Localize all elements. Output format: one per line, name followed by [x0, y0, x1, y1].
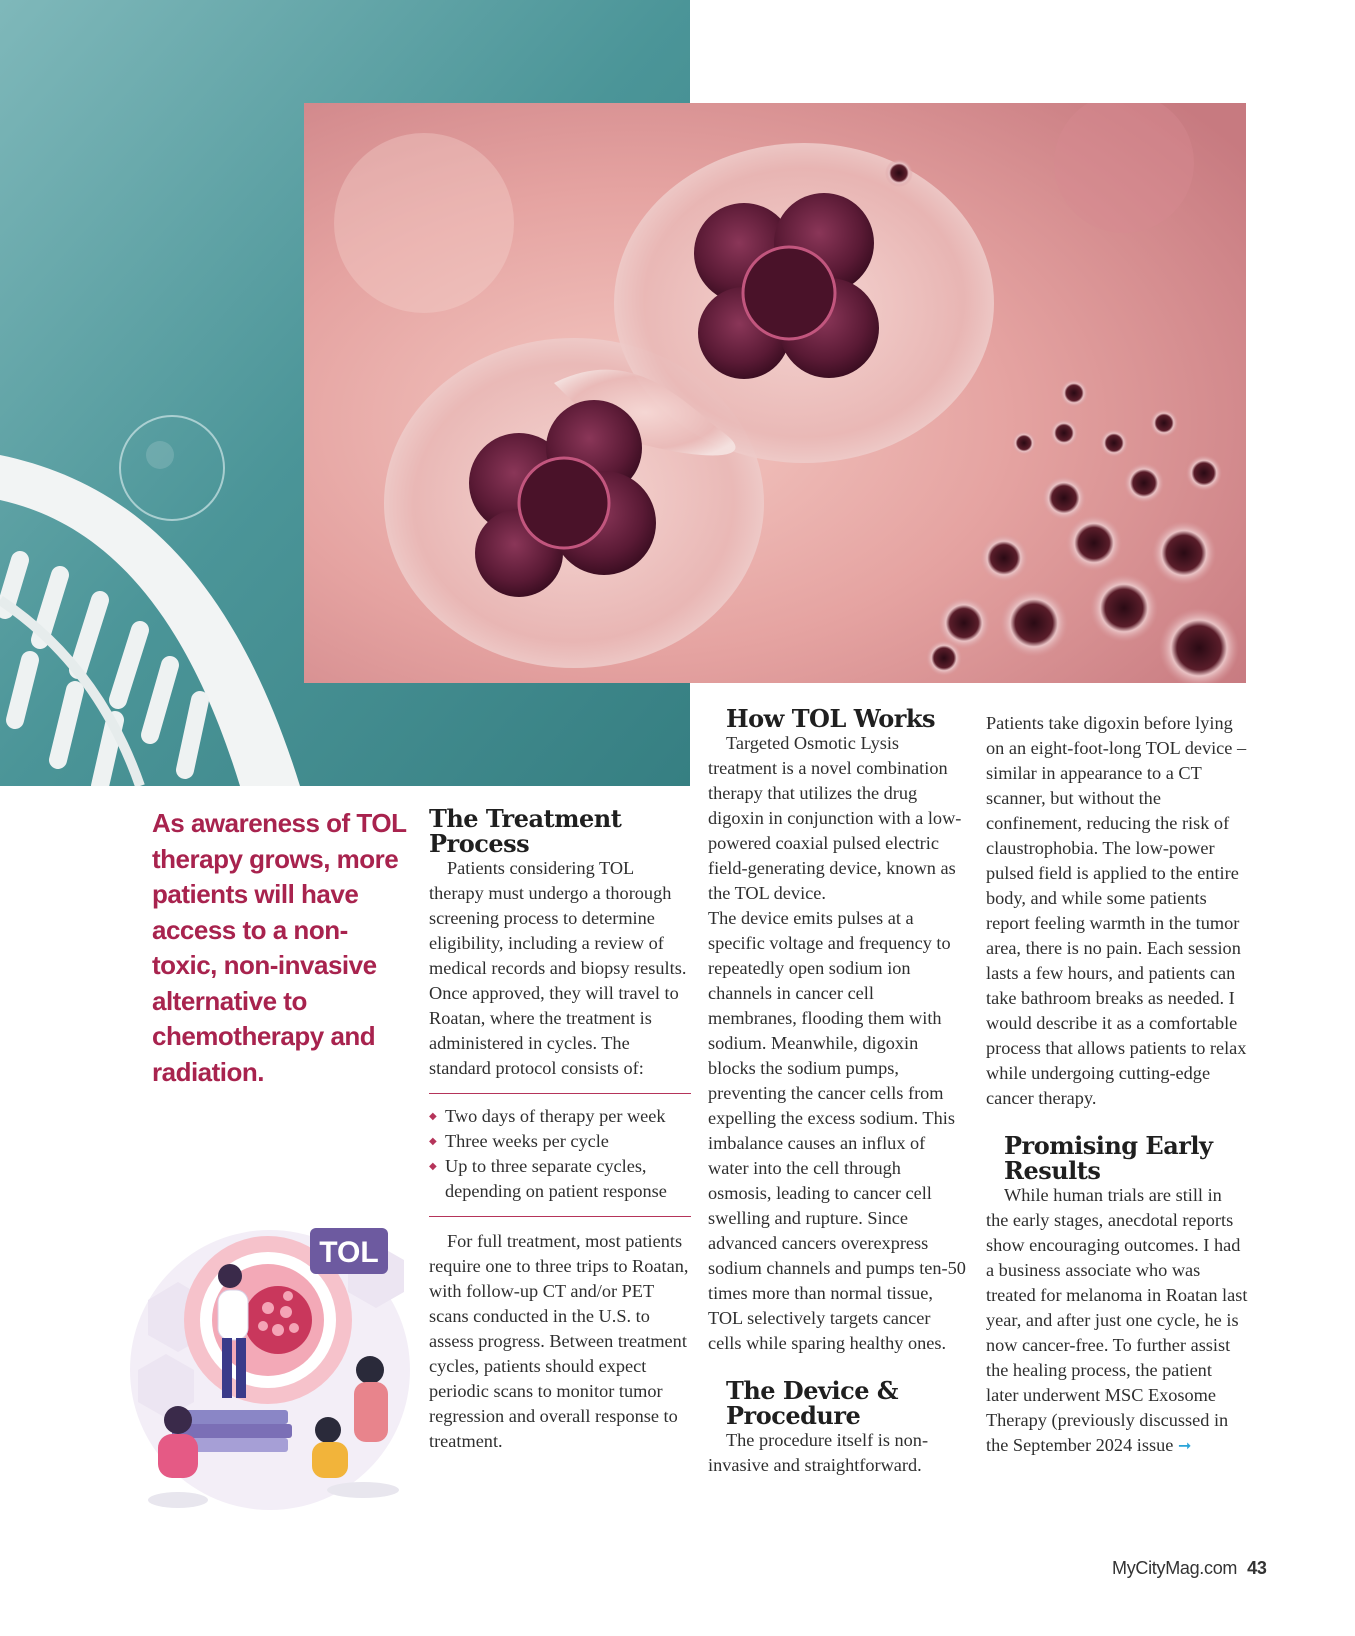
treatment-paragraph-2: For full treatment, most patients require one to three trips to Roatan, with follow-up CT and/or PET scans conducted in the U.S. to assess progress. Between treatment cycles, patients should expect periodic scans to monitor tumor regression and overall response to treatment. — [429, 1231, 689, 1451]
treatment-heading: The Treatment Process — [429, 804, 622, 858]
continue-arrow-icon: ➞ — [1177, 1436, 1192, 1455]
how-paragraph-1: Targeted Osmotic Lysis treatment is a novel combination therapy that utilizes the drug digoxin in conjunction with a low-powered coaxial pulsed electric field-generating device, known as the TOL device. — [708, 733, 962, 903]
list-item: ◆ Up to three separate cycles, depending on patient response — [429, 1154, 691, 1204]
column-treatment — [429, 806, 691, 1454]
protocol-list — [429, 1104, 691, 1204]
device-heading: The Device & Procedure — [726, 1376, 898, 1430]
page-number: 43 — [1247, 1558, 1267, 1578]
device-paragraph-1: The procedure itself is non-invasive and straightforward. — [708, 1430, 929, 1475]
list-item: ◆ Two days of therapy per week — [429, 1104, 691, 1129]
doctor-patients-illustration — [118, 1220, 423, 1520]
pull-quote: As awareness of TOL therapy grows, more patients will have access to a non-toxic, non-invasive alternative to chemotherapy and radiation. — [152, 808, 406, 1087]
divider — [429, 1093, 691, 1094]
how-paragraph-2: The device emits pulses at a specific voltage and frequency to repeatedly open sodium ion channels in cancer cell membranes, flooding them with sodium. Meanwhile, digoxin blocks the sodium pumps, preventing the cancer cells from expelling the excess sodium. This imbalance causes an influx of water into the cell through osmosis, leading to cancer cell swelling and rupture. Since advanced cancers overexpress sodium channels and pumps ten-50 times more than normal tissue, TOL selectively targets cancer cells while sparing healthy ones. — [708, 908, 966, 1353]
column-results — [986, 711, 1248, 1458]
site-name: MyCityMag.com — [1112, 1558, 1238, 1578]
results-paragraph: While human trials are still in the early stages, anecdotal reports show encouraging outcomes. I had a business associate who was treated for melanoma in Roatan last year, and after just one cycle, he is now cancer-free. To further assist the healing process, the patient later underwent MSC Exosome Therapy (previously discussed in the September 2024 issue ➞ — [986, 1185, 1248, 1455]
divider — [429, 1216, 691, 1217]
list-item: ◆ Three weeks per cycle — [429, 1129, 691, 1154]
treatment-paragraph-1: Patients considering TOL therapy must undergo a thorough screening process to determine eligibility, including a review of medical records and biopsy results. Once approved, they will travel to Roatan, where the treatment is administered in cycles. The standard protocol consists of: — [429, 858, 687, 1078]
results-heading: Promising Early Results — [1004, 1131, 1213, 1185]
how-heading: How TOL Works — [726, 704, 935, 733]
dividing-cell-photo — [304, 103, 1246, 683]
procedure-paragraph: Patients take digoxin before lying on an eight-foot-long TOL device – similar in appearance to a CT scanner, but without the confinement, reducing the risk of claustrophobia. The low-power pulsed field is applied to the entire body, and while some patients report feeling warmth in the tumor area, there is no pain. Each session lasts a few hours, and patients can take bathroom breaks as needed. I would describe it as a comfortable process that allows patients to relax while undergoing cutting-edge cancer therapy. — [986, 713, 1247, 1108]
page-footer — [1112, 1558, 1267, 1579]
tol-badge: TOL — [319, 1236, 379, 1269]
column-how-tol-works — [708, 706, 966, 1478]
